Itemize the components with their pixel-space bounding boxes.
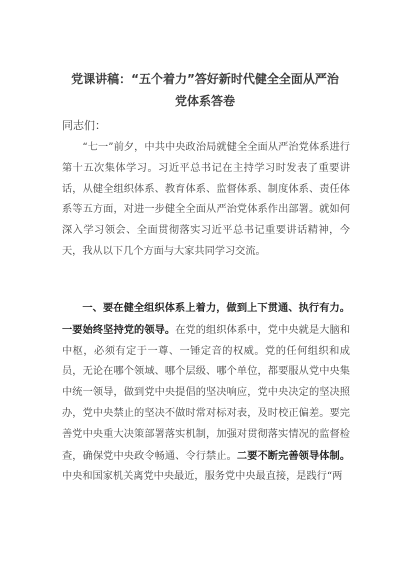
paragraph-text: 在党的组织体系中，党中央就是大脑和中枢，必须有定于一尊、一锤定音的权威。党的任何组织和成员，无论在哪个领域、哪个层级、哪个单位，都要服从党中央集中统一领导，做到党中央提倡的坚决响应，党中央决定的坚决照办，党中央禁止的坚决不做时常对标对表，及时校正偏差。要完善党中央重大决策部署落实机制，加强对贯彻落实情况的监督检查，确保党中央政令畅通、令行禁止。 (62, 324, 351, 462)
paragraph-text: “七一”前夕，中共中央政治局就健全全面从严治党体系进行第十五次集体学习。习近平总书记在主持学习时发表了重要讲话，从健全组织体系、教育体系、监督体系、制度体系、责任体系等五方面，对进一步健全全面从严治党体系作出部署。就如何深入学习领会、全面贯彻落实习近平总书记重要讲话精神，今天，我从以下几个方面与大家共同学习交流。 (62, 142, 350, 257)
document-title: 党课讲稿：“五个着力”答好新时代健全全面从严治党体系答卷 (71, 72, 339, 108)
sub-heading: 二要不断完善领导体制。 (236, 449, 351, 462)
paragraph-intro (62, 138, 350, 263)
paragraph-text: 中央和国家机关离党中央最近，服务党中央最直接，是践行“两 (62, 471, 343, 483)
paragraph-section-one (62, 298, 350, 488)
section-heading: 一、要在健全组织体系上着力，做到上下贯通、执行有力。一要始终坚持党的领导。 (62, 302, 350, 336)
greeting: 同志们： (62, 119, 106, 132)
